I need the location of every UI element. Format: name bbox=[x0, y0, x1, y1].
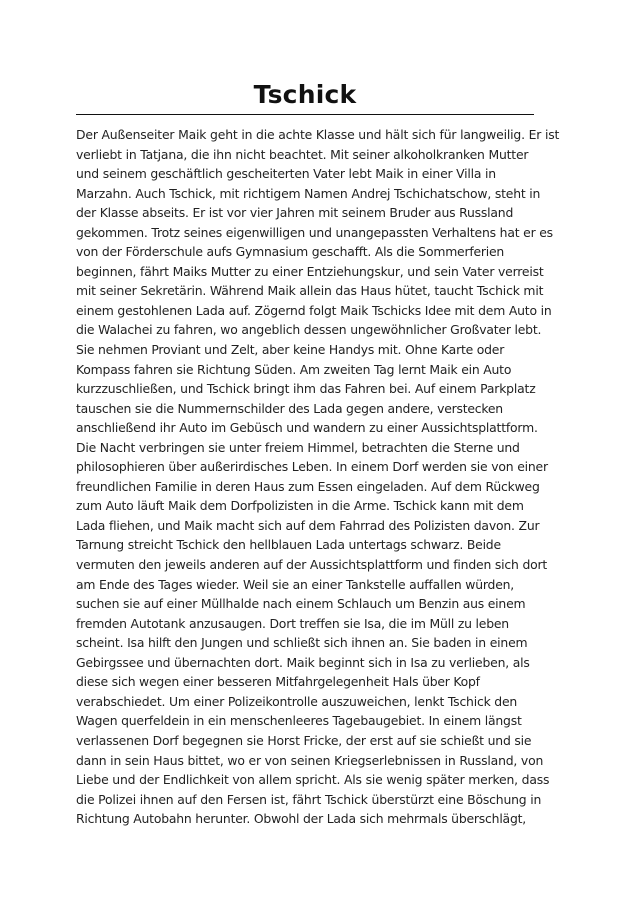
text-line: dann in sein Haus bittet, wo er von seinen Kriegserlebnissen in Russland, von bbox=[76, 752, 544, 768]
text-line: diese sich wegen einer besseren Mitfahrgelegenheit Hals über Kopf bbox=[76, 674, 480, 690]
text-line: die Polizei ihnen auf den Fersen ist, fährt Tschick überstürzt eine Böschung in bbox=[76, 791, 542, 807]
text-line: der Klasse abseits. Er ist vor vier Jahren mit seinem Bruder aus Russland bbox=[76, 205, 514, 221]
text-line: suchen sie auf einer Müllhalde nach einem Schlauch um Benzin aus einem bbox=[76, 596, 526, 612]
text-line: anschließend ihr Auto im Gebüsch und wandern zu einer Aussichtsplattform. bbox=[76, 420, 538, 436]
text-line: und seinem geschäftlich gescheiterten Vater lebt Maik in einer Villa in bbox=[76, 166, 496, 182]
text-line: Wagen querfeldein in ein menschenleeres Tagebaugebiet. In einem längst bbox=[76, 713, 522, 729]
text-line: Marzahn. Auch Tschick, mit richtigem Namen Andrej Tschichatschow, steht in bbox=[76, 185, 541, 201]
text-line: Lada fliehen, und Maik macht sich auf dem Fahrrad des Polizisten davon. Zur bbox=[76, 517, 540, 533]
text-line: fremden Autotank anzusaugen. Dort treffen sie Isa, die im Müll zu leben bbox=[76, 615, 509, 631]
text-line: Tarnung streicht Tschick den hellblauen Lada untertags schwarz. Beide bbox=[76, 537, 501, 553]
text-line: einem gestohlenen Lada auf. Zögernd folgt Maik Tschicks Idee mit dem Auto in bbox=[76, 302, 552, 318]
text-line: scheint. Isa hilft den Jungen und schließt sich ihnen an. Sie baden in einem bbox=[76, 635, 528, 651]
text-line: mit seiner Sekretärin. Während Maik allein das Haus hütet, taucht Tschick mit bbox=[76, 283, 544, 299]
text-line: Gebirgssee und übernachten dort. Maik beginnt sich in Isa zu verlieben, als bbox=[76, 654, 530, 670]
text-line: Der Außenseiter Maik geht in die achte Klasse und hält sich für langweilig. Er ist bbox=[76, 127, 560, 142]
text-line: vermuten den jeweils anderen auf der Aussichtsplattform und finden sich dort bbox=[76, 557, 548, 573]
text-line: zum Auto läuft Maik dem Dorfpolizisten in die Arme. Tschick kann mit dem bbox=[76, 498, 524, 514]
text-line: Kompass fahren sie Richtung Süden. Am zweiten Tag lernt Maik ein Auto bbox=[76, 361, 512, 377]
text-line: kurzzuschließen, und Tschick bringt ihm das Fahren bei. Auf einem Parkplatz bbox=[76, 381, 536, 397]
text-line: verabschiedet. Um einer Polizeikontrolle auszuweichen, lenkt Tschick den bbox=[76, 693, 518, 709]
text-line: tauschen sie die Nummernschilder des Lada gegen andere, verstecken bbox=[76, 400, 503, 416]
document-title: Tschick bbox=[253, 80, 357, 109]
text-line: philosophieren über außerirdisches Leben. In einem Dorf werden sie von einer bbox=[76, 459, 548, 475]
text-line: von der Förderschule aufs Gymnasium geschafft. Als die Sommerferien bbox=[76, 244, 505, 260]
text-line: Die Nacht verbringen sie unter freiem Himmel, betrachten die Sterne und bbox=[76, 439, 520, 455]
text-line: freundlichen Familie in deren Haus zum Essen eingeladen. Auf dem Rückweg bbox=[76, 478, 540, 494]
body-paragraph bbox=[76, 125, 576, 829]
text-line: Richtung Autobahn herunter. Obwohl der Lada sich mehrmals überschlägt, bbox=[76, 811, 526, 827]
text-line: beginnen, fährt Maiks Mutter zu einer Entziehungskur, und sein Vater verreist bbox=[76, 263, 544, 279]
text-line: am Ende des Tages wieder. Weil sie an einer Tankstelle auffallen würden, bbox=[76, 576, 515, 592]
text-line: Liebe und der Endlichkeit von allem spricht. Als sie wenig später merken, dass bbox=[76, 772, 550, 788]
text-line: gekommen. Trotz seines eigenwilligen und unangepassten Verhaltens hat er es bbox=[76, 224, 553, 240]
text-line: verlassenen Dorf begegnen sie Horst Fricke, der erst auf sie schießt und sie bbox=[76, 732, 532, 748]
text-line: Sie nehmen Proviant und Zelt, aber keine Handys mit. Ohne Karte oder bbox=[76, 342, 505, 358]
text-line: die Walachei zu fahren, wo angeblich dessen ungewöhnlicher Großvater lebt. bbox=[76, 322, 542, 338]
text-line: verliebt in Tatjana, die ihn nicht beachtet. Mit seiner alkoholkranken Mutter bbox=[76, 146, 529, 162]
title-underline-block bbox=[76, 80, 534, 115]
